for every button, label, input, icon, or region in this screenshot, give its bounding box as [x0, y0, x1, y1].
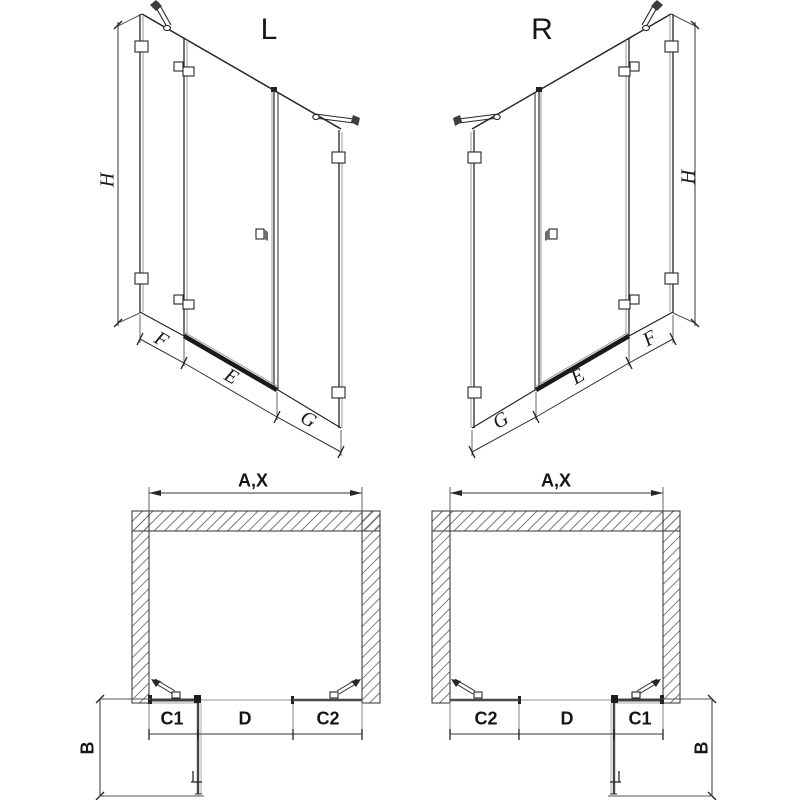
dim-label-width-left-plan: A,X [237, 470, 269, 491]
dim-label-height-left: H [96, 172, 119, 188]
dim-label-e-right: E [566, 363, 589, 390]
dim-label-c1-left-plan: C1 [160, 708, 184, 729]
elevation-right [453, 0, 699, 458]
dim-label-c2-left-plan: C2 [316, 708, 340, 729]
variant-label-left: L [260, 13, 278, 46]
dim-label-c2-right-plan: C2 [474, 708, 498, 729]
dim-label-e-left: E [220, 363, 243, 390]
variant-label-right: R [531, 13, 553, 46]
dim-label-f-left: F [150, 326, 173, 353]
elevation-left [114, 0, 360, 458]
dim-label-g-left: G [296, 406, 321, 433]
dim-label-depth-right-plan: B [691, 741, 712, 755]
dim-label-height-right: H [677, 169, 700, 185]
dim-label-f-right: F [638, 325, 661, 352]
dim-label-width-right-plan: A,X [540, 470, 572, 491]
dim-label-d-left-plan: D [238, 708, 252, 729]
dim-label-d-right-plan: D [560, 708, 574, 729]
plan-right [450, 487, 716, 800]
dim-label-c1-right-plan: C1 [628, 708, 652, 729]
dim-label-depth-left-plan: B [77, 741, 98, 755]
dim-label-g-right: G [488, 407, 513, 434]
